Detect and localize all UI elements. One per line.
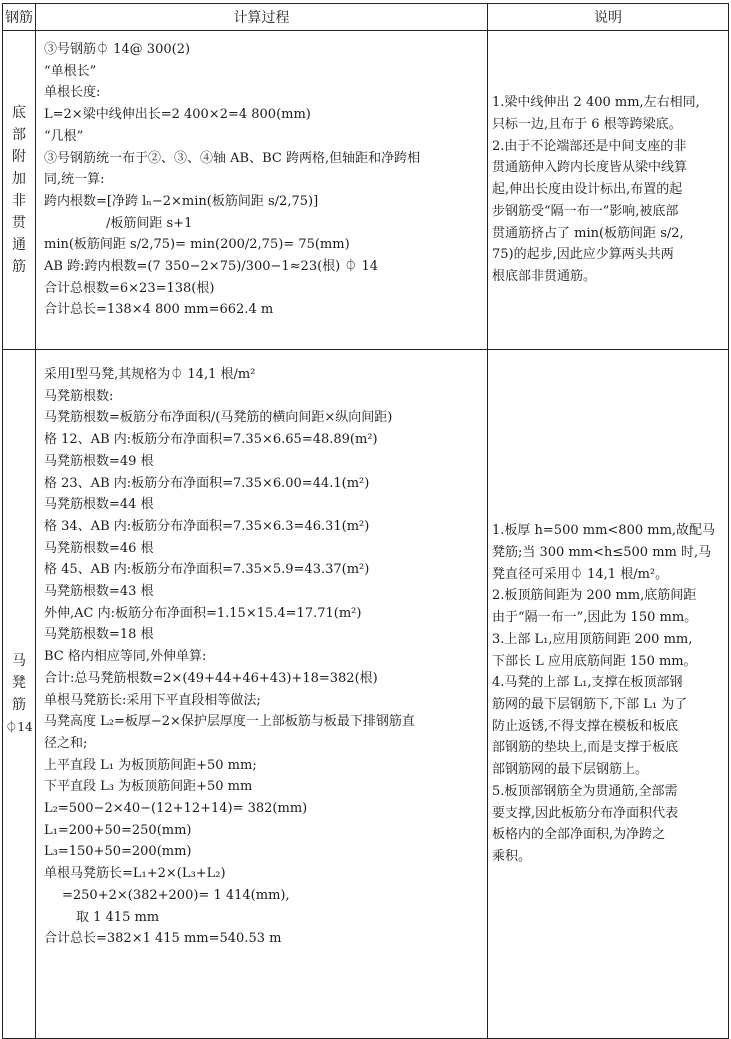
rebar-label-cell [3, 350, 36, 1039]
process-line: L=2×梁中线伸出长=2 400×2=4 800(mm) [44, 107, 311, 123]
process-line: 合计总长=138×4 800 mm=662.4 m [44, 302, 274, 318]
note-line: 起,伸出长度由设计标出,布置的起 [492, 182, 683, 198]
process-line: L₂=500−2×40−(12+12+14)= 382(mm) [44, 801, 308, 817]
process-line: /板筋间距 s+1 [106, 215, 193, 231]
process-line: 合计总根数=6×23=138(根) [44, 280, 215, 296]
label-char: 马 [12, 653, 26, 669]
process-line: 同,统一算: [44, 172, 105, 188]
process-line: 外伸,AC 内:板筋分布净面积=1.15×15.4=17.71(m²) [44, 605, 362, 621]
process-line: =250+2×(382+200)= 1 414(mm), [62, 887, 290, 903]
rebar-label [3, 102, 35, 278]
note-line: 凳直径可采用⏀ 14,1 根/m²。 [492, 566, 669, 582]
process-line: 格 23、AB 内:板筋分布净面积=7.35×6.00=44.1(m²) [44, 475, 370, 491]
label-char: 凳 [12, 675, 26, 691]
rebar-label [3, 650, 35, 738]
process-line: 采用Ⅰ型马凳,其规格为⏀ 14,1 根/m² [44, 367, 256, 382]
process-line: 合计总长=382×1 415 mm=540.53 m [44, 931, 282, 947]
note-line: 根底部非贯通筋。 [492, 268, 597, 284]
label-char: 加 [12, 171, 26, 187]
header-rebar: 钢筋 [3, 4, 36, 31]
process-cell [36, 350, 488, 1039]
process-line: 单根马凳筋长=L₁+2×(L₃+L₂) [44, 866, 226, 882]
process-line: BC 格内相应等同,外伸单算: [44, 649, 207, 665]
process-line: ③号钢筋⏀ 14@ 300(2) [44, 42, 191, 57]
process-line: 马凳筋根数=板筋分布净面积/(马凳筋的横向间距×纵向间距) [44, 410, 393, 426]
label-char: 底 [12, 105, 26, 121]
process-line: 下平直段 L₃ 为板顶筋间距+50 mm [44, 779, 253, 795]
process-line: 单根马凳筋长:采用下平直段相等做法; [44, 692, 261, 708]
note-line: 2.板顶筋间距为 200 mm,底筋间距 [492, 588, 697, 604]
process-line: 上平直段 L₁ 为板顶筋间距+50 mm; [44, 757, 257, 773]
process-line: 合计:总马凳筋根数=2×(49+44+46+43)+18=382(根) [44, 670, 378, 686]
note-line: 凳筋;当 300 mm<h≤500 mm 时,马 [492, 545, 712, 561]
process-line: 格 12、AB 内:板筋分布净面积=7.35×6.65=48.89(m²) [44, 432, 378, 448]
process-line: 马凳筋根数=49 根 [44, 453, 154, 469]
label-char: 附 [12, 149, 26, 165]
process-line: 单根长度: [44, 85, 101, 101]
note-line: 部钢筋网的最下层钢筋上。 [492, 762, 649, 778]
process-line: “单根长” [44, 63, 97, 79]
note-line: 3.上部 L₁,应用顶筋间距 200 mm, [492, 631, 693, 647]
note-line: 筋网的最下层钢筋下,下部 L₁ 为了 [492, 697, 688, 712]
note-line: 只标一边,且布于 6 根等跨梁底。 [492, 117, 682, 133]
label-char: 筋 [12, 697, 26, 713]
note-line: 1.板厚 h=500 mm<800 mm,故配马 [492, 523, 716, 539]
process-line: 格 34、AB 内:板筋分布净面积=7.35×6.3=46.31(m²) [44, 518, 370, 534]
note-line: 步钢筋受“隔一布一”影响,被底部 [492, 203, 679, 219]
process-line: ③号钢筋统一布于②、③、④轴 AB、BC 跨两格,但轴距和净跨相 [44, 150, 421, 166]
table-row [3, 350, 729, 1039]
rebar-label-cell [3, 31, 36, 350]
process-line: 马凳筋根数=44 根 [44, 497, 154, 513]
process-line: L₁=200+50=250(mm) [44, 822, 192, 838]
process-line: 马凳筋根数=18 根 [44, 627, 154, 643]
label-char: 通 [12, 237, 26, 253]
process-line: AB 跨:跨内根数=(7 350−2×75)/300−1≈23(根) ⏀ 14 [44, 259, 379, 275]
header-row [3, 4, 729, 31]
process-line: “几根” [44, 128, 84, 144]
note-line: 防止返锈,不得支撑在模板和板底 [492, 718, 679, 734]
note-line: 部钢筋的垫块上,而是支撑于板底 [492, 740, 679, 756]
process-line: L₃=150+50=200(mm) [44, 844, 192, 860]
label-char: 部 [12, 127, 26, 143]
label-char: 贯 [12, 215, 26, 231]
label-char: 非 [12, 193, 26, 209]
header-note: 说明 [488, 4, 729, 31]
process-line: 跨内根数=[净跨 lₙ−2×min(板筋间距 s/2,75)] [44, 193, 319, 209]
label-char: ⏀14 [5, 720, 33, 734]
process-line: min(板筋间距 s/2,75)= min(200/2,75)= 75(mm) [44, 237, 350, 253]
label-char: 筋 [12, 259, 26, 275]
note-line: 由于“隔一布一”,因此为 150 mm。 [492, 610, 698, 626]
note-line: 贯通筋伸入跨内长度皆从梁中线算 [492, 160, 688, 176]
note-cell [488, 31, 729, 350]
calculation-table [2, 3, 729, 1039]
note-line: 5.板顶部钢筋全为贯通筋,全部需 [492, 783, 678, 799]
process-line: 取 1 415 mm [76, 909, 160, 925]
note-line: 乘积。 [492, 848, 532, 864]
process-cell [36, 31, 488, 350]
note-cell [488, 350, 729, 1039]
table-row [3, 31, 729, 350]
note-line: 板格内的全部净面积,为净跨之 [492, 827, 666, 843]
note-line: 2.由于不论端部还是中间支座的非 [492, 138, 687, 154]
note-line: 1.梁中线伸出 2 400 mm,左右相同, [492, 95, 700, 111]
header-process: 计算过程 [36, 4, 488, 31]
process-line: 马凳筋根数: [44, 388, 114, 404]
note-line: 下部长 L 应用底筋间距 150 mm。 [492, 653, 697, 669]
note-line: 要支撑,因此板筋分布净面积代表 [492, 805, 679, 821]
note-line: 贯通筋挤占了 min(板筋间距 s/2, [492, 225, 684, 241]
process-line: 马凳筋根数=46 根 [44, 540, 154, 556]
note-line: 4.马凳的上部 L₁,支撑在板顶部钢 [492, 675, 683, 691]
process-line: 格 45、AB 内:板筋分布净面积=7.35×5.9=43.37(m²) [44, 562, 370, 578]
note-line: 75)的起步,因此应少算两头共两 [492, 247, 674, 263]
process-line: 径之和; [44, 735, 88, 751]
process-line: 马凳高度 L₂=板厚−2×保护层厚度一上部板筋与板最下排钢筋直 [44, 714, 415, 730]
process-line: 马凳筋根数=43 根 [44, 584, 154, 600]
